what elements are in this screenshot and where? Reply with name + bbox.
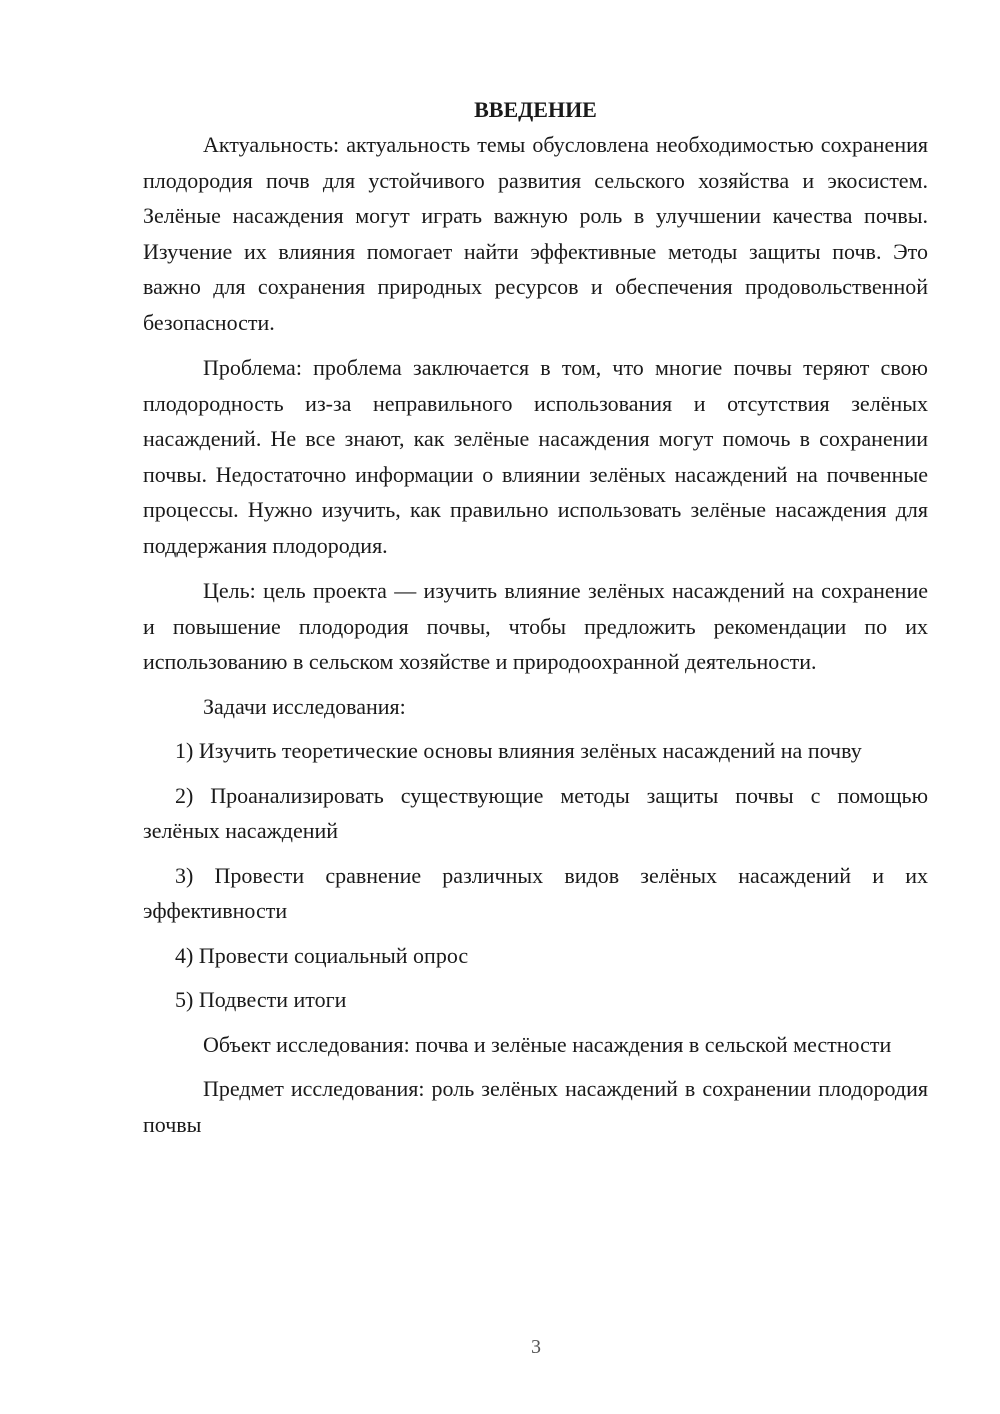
tasks-list	[143, 733, 928, 1018]
paragraph-object: Объект исследования: почва и зелёные насаждения в сельской местности	[203, 1031, 892, 1057]
page-number: 3	[531, 1336, 541, 1358]
task-item-5: 5) Подвести итоги	[175, 987, 347, 1012]
paragraph-goal: Цель: цель проекта — изучить влияние зелёных насаждений на сохранение и повышение плодородия почвы, чтобы предложить рекомендации по их использованию в сельском хозяйстве и природоохранной деятельности.	[143, 578, 928, 674]
paragraph-subject: Предмет исследования: роль зелёных насаждений в сохранении плодородия почвы	[143, 1076, 928, 1137]
paragraph-relevance: Актуальность: актуальность темы обусловлена необходимостью сохранения плодородия почв для устойчивого развития сельского хозяйства и экосистем. Зелёные насаждения могут играть важную роль в улучшении качества почвы. Изучение их влияния помогает найти эффективные методы защиты почв. Это важно для сохранения природных ресурсов и обеспечения продовольственной безопасности.	[143, 132, 928, 335]
task-item-2: 2) Проанализировать существующие методы защиты почвы с помощью зелёных насаждений	[143, 782, 928, 843]
tasks-heading: Задачи исследования:	[203, 693, 406, 719]
task-item-3: 3) Провести сравнение различных видов зелёных насаждений и их эффективности	[143, 862, 928, 923]
page-content	[143, 92, 928, 1142]
task-item-4: 4) Провести социальный опрос	[175, 942, 469, 968]
task-item-1: 1) Изучить теоретические основы влияния зелёных насаждений на почву	[175, 738, 862, 763]
paragraph-problem: Проблема: проблема заключается в том, что многие почвы теряют свою плодородность из-за неправильного использования и отсутствия зелёных насаждений. Не все знают, как зелёные насаждения могут помочь в сохранении почвы. Недостаточно информации о влиянии зелёных насаждений на почвенные процессы. Нужно изучить, как правильно использовать зелёные насаждения для поддержания плодородия.	[143, 355, 928, 558]
section-title: ВВЕДЕНИЕ	[474, 97, 597, 122]
